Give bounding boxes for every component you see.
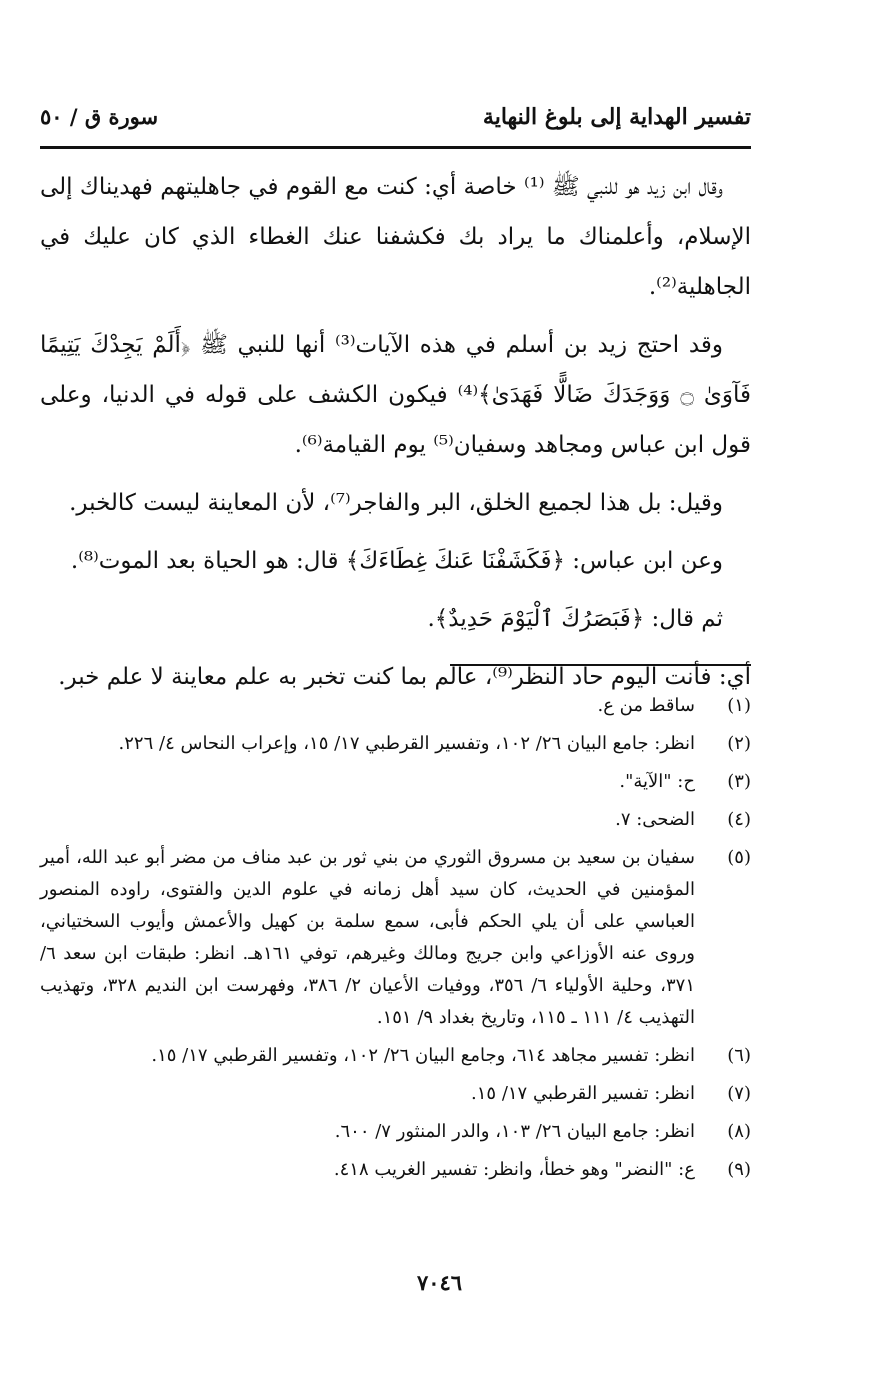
footnote-item [40, 1078, 751, 1110]
footnote-text: سفيان بن سعيد بن مسروق الثوري من بني ثور بن عبد مناف من مضر أبو عبد الله، أمير المؤمنين في الحديث، كان سيد أهل زمانه في علوم الدين والفتوى، راوده المنصور العباسي على أن يلي الحكم فأبى، سمع سلمة بن كهيل والأعمش وأيوب السختياني، وروى عنه الأوزاعي وابن جريج ومالك وغيرهم، توفي ١٦١هـ. انظر: طبقات ابن سعد ٦/ ٣٧١، وحلية الأولياء ٦/ ٣٥٦، ووفيات الأعيان ٢/ ٣٨٦، وفهرست ابن النديم ٣٢٨، وتهذيب التهذيب ٤/ ١١١ ـ ١١٥، وتاريخ بغداد ٩/ ١٥١. [40, 847, 696, 1028]
footnote-text: ح: "الآية". [619, 771, 695, 792]
footnote-number: (٦) [727, 1045, 751, 1066]
footnote-number: (٤) [727, 809, 751, 830]
footnote-item [40, 728, 751, 760]
paragraph-4: وعن ابن عباس: ﴿فَكَشَفْنَا عَنكَ غِطَاءَكَ﴾ قال: هو الحياة بعد الموت⁽⁸⁾. [70, 548, 723, 574]
footnote-number: (٧) [727, 1083, 751, 1104]
footnote-number: (١) [727, 695, 751, 716]
page-number: ٧٠٤٦ [416, 1270, 463, 1295]
footnote-item [40, 804, 751, 836]
footnote-number: (٨) [727, 1121, 751, 1142]
footnotes [40, 690, 751, 1192]
footnote-item [40, 842, 751, 1034]
footnote-number: (٩) [727, 1159, 751, 1180]
footnote-text: انظر: تفسير القرطبي ١٧/ ١٥. [471, 1083, 695, 1104]
sura-label: سورة ق / ٥٠ [40, 104, 159, 129]
paragraph-2: وقد احتج زيد بن أسلم في هذه الآيات⁽³⁾ أنها للنبي ﷺ ﴿أَلَمْ يَجِدْكَ يَتِيمًا فَآوَىٰ ۝ وَوَجَدَكَ ضَالًّا فَهَدَىٰ﴾⁽⁴⁾ فيكون الكشف على قوله في الدنيا، وعلى قول ابن عباس ومجاهد وسفيان⁽⁵⁾ يوم القيامة⁽⁶⁾. [40, 332, 751, 458]
footnote-text: ساقط من ع. [597, 695, 695, 716]
footnote-item [40, 766, 751, 798]
paragraph-3: وقيل: بل هذا لجميع الخلق، البر والفاجر⁽⁷⁾، لأن المعاينة ليست كالخبر. [69, 490, 723, 516]
footnote-item [40, 690, 751, 722]
footnote-item [40, 1116, 751, 1148]
footnote-number: (٥) [727, 847, 751, 868]
footnote-text: ع: "النضر" وهو خطأ، وانظر: تفسير الغريب ٤١٨. [333, 1159, 695, 1180]
footnote-number: (٣) [727, 771, 751, 792]
running-header [40, 100, 751, 140]
footnote-item [40, 1154, 751, 1186]
main-text [40, 162, 751, 702]
footnote-text: انظر: تفسير مجاهد ٦١٤، وجامع البيان ٢٦/ ١٠٢، وتفسير القرطبي ١٧/ ١٥. [151, 1045, 695, 1066]
paragraph-1: وقال ابن زيد هو للنبي ﷺ ⁽¹⁾ خاصة أي: كنت مع القوم في جاهليتهم فهديناك إلى الإسلام، وأعلمناك ما يراد بك فكشفنا عنك الغطاء الذي كان عليك في الجاهلية⁽²⁾. [40, 174, 751, 300]
paragraph-5: ثم قال: ﴿فَبَصَرُكَ ٱلْيَوْمَ حَدِيدٌ﴾. [427, 606, 723, 632]
footnote-divider [450, 664, 751, 666]
book-title: تفسير الهداية إلى بلوغ النهاية [482, 104, 751, 130]
footnote-item [40, 1040, 751, 1072]
footnote-number: (٢) [727, 733, 751, 754]
footnote-text: انظر: جامع البيان ٢٦/ ١٠٣، والدر المنثور ٧/ ٦٠٠. [334, 1121, 695, 1142]
header-divider [40, 146, 751, 149]
footnote-text: الضحى: ٧. [615, 809, 695, 830]
footnote-text: انظر: جامع البيان ٢٦/ ١٠٢، وتفسير القرطبي ١٧/ ١٥، وإعراب النحاس ٤/ ٢٢٦. [118, 733, 695, 754]
paragraph-6: أي: فأنت اليوم حاد النظر⁽⁹⁾، عالم بما كنت تخبر به علم معاينة لا علم خبر. [58, 664, 751, 690]
